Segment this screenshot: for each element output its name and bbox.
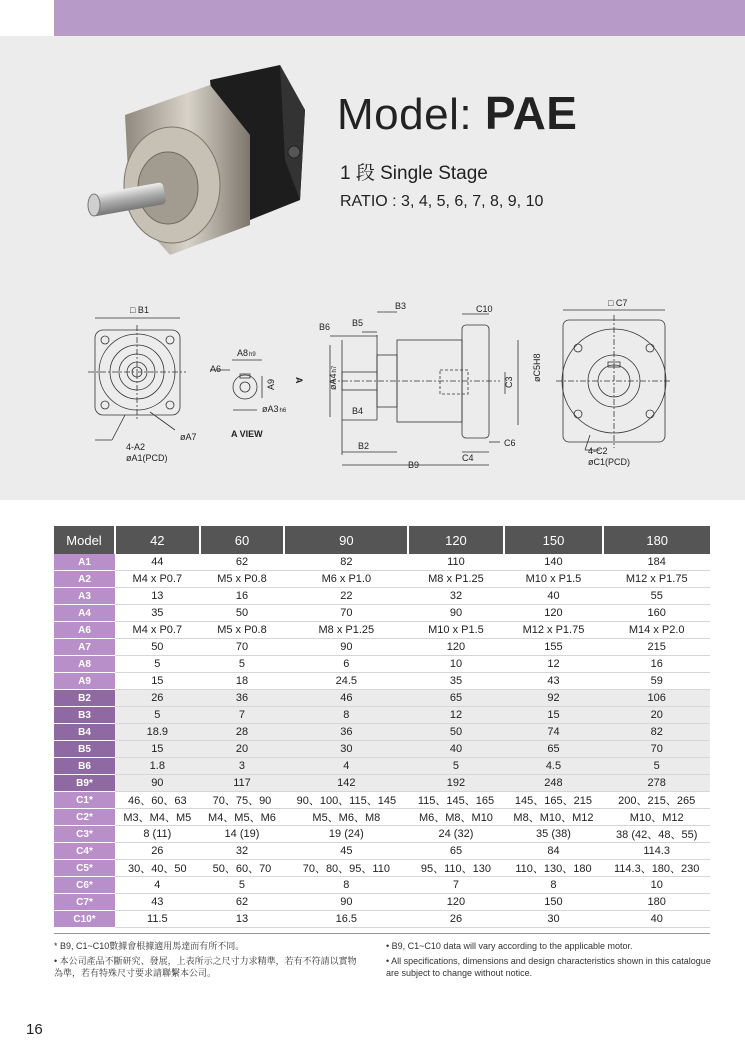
table-row: [54, 877, 710, 894]
svg-text:øA3h6: øA3h6: [262, 404, 287, 414]
table-cell: 1.8: [115, 758, 200, 775]
note-item: • B9, C1~C10 data will vary according to the applicable motor.: [386, 941, 633, 951]
table-cell: 15: [115, 741, 200, 758]
table-cell: 46、60、63: [115, 792, 200, 809]
table-cell: M4 x P0.7: [115, 622, 200, 639]
table-cell: 117: [200, 775, 285, 792]
row-label: C3*: [54, 826, 115, 843]
row-label: B9*: [54, 775, 115, 792]
svg-text:B2: B2: [358, 441, 370, 451]
header-model-120: 120: [408, 526, 503, 554]
notes-english: [386, 940, 716, 982]
svg-text:B5: B5: [352, 318, 364, 328]
table-cell: 45: [284, 843, 408, 860]
table-cell: M4、M5、M6: [200, 809, 285, 826]
row-label: A8: [54, 656, 115, 673]
table-cell: 62: [200, 554, 285, 571]
table-cell: 12: [408, 707, 503, 724]
table-cell: 82: [603, 724, 710, 741]
row-label: C2*: [54, 809, 115, 826]
svg-text:A8h9: A8h9: [237, 348, 256, 358]
table-cell: 19 (24): [284, 826, 408, 843]
table-cell: 14 (19): [200, 826, 285, 843]
notes-chinese: [54, 940, 364, 982]
table-cell: 20: [603, 707, 710, 724]
row-label: B3: [54, 707, 115, 724]
table-cell: 50、60、70: [200, 860, 285, 877]
table-cell: 7: [408, 877, 503, 894]
row-label: C5*: [54, 860, 115, 877]
model-title: Model: PAE: [337, 87, 578, 139]
row-label: A7: [54, 639, 115, 656]
table-row: [54, 758, 710, 775]
svg-text:C3: C3: [504, 376, 514, 388]
table-cell: 5: [200, 656, 285, 673]
ratio-label: RATIO : 3, 4, 5, 6, 7, 8, 9, 10: [340, 193, 544, 210]
row-label: B6: [54, 758, 115, 775]
svg-text:B9: B9: [408, 460, 420, 470]
table-cell: 13: [200, 911, 285, 928]
page-number: 16: [26, 1021, 43, 1038]
note-item: • 本公司產品不斷研究、發展，上表所示之尺寸力求精準，若有不符請以實物為準，若有特殊尺寸要求請聯繫本公司。: [54, 956, 357, 978]
table-row: [54, 605, 710, 622]
header-model: Model: [54, 526, 115, 554]
gearbox-product-image: [80, 60, 320, 260]
svg-text:B3: B3: [395, 301, 407, 311]
table-cell: 46: [284, 690, 408, 707]
table-cell: 65: [504, 741, 604, 758]
table-cell: 50: [200, 605, 285, 622]
top-color-bar: [54, 0, 745, 36]
table-cell: M5、M6、M8: [284, 809, 408, 826]
table-cell: 32: [408, 588, 503, 605]
table-cell: 90: [408, 605, 503, 622]
svg-text:C10: C10: [476, 304, 493, 314]
row-label: A2: [54, 571, 115, 588]
dimension-drawing: [0, 290, 745, 485]
table-cell: 40: [504, 588, 604, 605]
table-cell: M4 x P0.7: [115, 571, 200, 588]
table-cell: 120: [504, 605, 604, 622]
table-cell: 50: [115, 639, 200, 656]
table-cell: 150: [504, 894, 604, 911]
table-cell: 184: [603, 554, 710, 571]
table-cell: 30: [284, 741, 408, 758]
table-row: [54, 911, 710, 928]
table-row: [54, 741, 710, 758]
table-cell: 65: [408, 690, 503, 707]
table-cell: 15: [504, 707, 604, 724]
table-cell: 5: [408, 758, 503, 775]
header-model-42: 42: [115, 526, 200, 554]
note-item: • All specifications, dimensions and design characteristics shown in this catalogue are subject to change without notice.: [386, 956, 711, 978]
row-label: C6*: [54, 877, 115, 894]
table-cell: 5: [200, 877, 285, 894]
table-row: [54, 554, 710, 571]
notes-divider: [54, 933, 710, 934]
table-cell: 7: [200, 707, 285, 724]
table-row: [54, 707, 710, 724]
table-cell: 4: [284, 758, 408, 775]
table-cell: 16: [603, 656, 710, 673]
svg-text:4-C2: 4-C2: [588, 446, 608, 456]
table-cell: 30: [504, 911, 604, 928]
table-cell: 40: [603, 911, 710, 928]
table-cell: 8: [504, 877, 604, 894]
svg-text:4-A2: 4-A2: [126, 442, 146, 452]
table-cell: 114.3: [603, 843, 710, 860]
table-cell: 18.9: [115, 724, 200, 741]
table-cell: 62: [200, 894, 285, 911]
row-label: B2: [54, 690, 115, 707]
table-row: [54, 690, 710, 707]
header-model-180: 180: [603, 526, 710, 554]
table-cell: 16.5: [284, 911, 408, 928]
table-cell: M8、M10、M12: [504, 809, 604, 826]
table-cell: 5: [115, 656, 200, 673]
table-cell: 8 (11): [115, 826, 200, 843]
table-cell: 38 (42、48、55): [603, 826, 710, 843]
table-cell: M6、M8、M10: [408, 809, 503, 826]
table-cell: 120: [408, 639, 503, 656]
table-cell: 26: [408, 911, 503, 928]
table-cell: M14 x P2.0: [603, 622, 710, 639]
table-cell: 90: [115, 775, 200, 792]
table-cell: 8: [284, 877, 408, 894]
row-label: B5: [54, 741, 115, 758]
header-model-150: 150: [504, 526, 604, 554]
table-row: [54, 809, 710, 826]
table-cell: 10: [603, 877, 710, 894]
table-cell: 248: [504, 775, 604, 792]
table-cell: 160: [603, 605, 710, 622]
table-row: [54, 622, 710, 639]
table-row: [54, 860, 710, 877]
svg-text:A9: A9: [266, 378, 276, 390]
svg-text:B4: B4: [352, 406, 364, 416]
svg-text:A: A: [294, 377, 304, 384]
table-cell: 74: [504, 724, 604, 741]
row-label: B4: [54, 724, 115, 741]
row-label: C7*: [54, 894, 115, 911]
table-cell: 55: [603, 588, 710, 605]
table-cell: 142: [284, 775, 408, 792]
svg-text:øC5H8: øC5H8: [532, 353, 542, 382]
table-cell: 145、165、215: [504, 792, 604, 809]
row-label: C10*: [54, 911, 115, 928]
table-cell: 84: [504, 843, 604, 860]
table-cell: 30、40、50: [115, 860, 200, 877]
table-cell: 65: [408, 843, 503, 860]
table-cell: 115、145、165: [408, 792, 503, 809]
table-cell: 36: [200, 690, 285, 707]
table-cell: 26: [115, 690, 200, 707]
table-cell: 5: [603, 758, 710, 775]
table-cell: 4: [115, 877, 200, 894]
table-cell: 28: [200, 724, 285, 741]
table-cell: 215: [603, 639, 710, 656]
table-cell: 82: [284, 554, 408, 571]
table-cell: 90、100、115、145: [284, 792, 408, 809]
table-cell: M3、M4、M5: [115, 809, 200, 826]
table-header-row: [54, 526, 710, 554]
table-cell: 35 (38): [504, 826, 604, 843]
row-label: A3: [54, 588, 115, 605]
table-cell: 90: [284, 894, 408, 911]
svg-text:øA4h7: øA4h7: [328, 365, 338, 390]
table-cell: M10、M12: [603, 809, 710, 826]
table-cell: M12 x P1.75: [603, 571, 710, 588]
table-cell: M8 x P1.25: [408, 571, 503, 588]
table-cell: 70、75、90: [200, 792, 285, 809]
svg-text:□ B1: □ B1: [130, 305, 149, 315]
table-cell: 13: [115, 588, 200, 605]
svg-text:A6: A6: [210, 364, 222, 374]
table-cell: 95、110、130: [408, 860, 503, 877]
note-item: * B9, C1~C10數據會根據適用馬達而有所不同。: [54, 941, 245, 951]
table-row: [54, 826, 710, 843]
row-label: A9: [54, 673, 115, 690]
table-row: [54, 571, 710, 588]
table-row: [54, 843, 710, 860]
table-cell: M10 x P1.5: [504, 571, 604, 588]
table-cell: 3: [200, 758, 285, 775]
row-label: C4*: [54, 843, 115, 860]
table-cell: 278: [603, 775, 710, 792]
table-cell: 32: [200, 843, 285, 860]
table-cell: 114.3、180、230: [603, 860, 710, 877]
table-cell: 200、215、265: [603, 792, 710, 809]
table-cell: 43: [504, 673, 604, 690]
svg-text:B6: B6: [319, 322, 331, 332]
table-cell: M5 x P0.8: [200, 622, 285, 639]
table-cell: 110、130、180: [504, 860, 604, 877]
table-cell: 40: [408, 741, 503, 758]
table-cell: 70: [200, 639, 285, 656]
table-cell: 24 (32): [408, 826, 503, 843]
header-model-60: 60: [200, 526, 285, 554]
table-cell: 12: [504, 656, 604, 673]
table-row: [54, 724, 710, 741]
table-cell: M8 x P1.25: [284, 622, 408, 639]
table-cell: 16: [200, 588, 285, 605]
table-cell: 35: [408, 673, 503, 690]
svg-text:□ C7: □ C7: [608, 298, 628, 308]
table-cell: 106: [603, 690, 710, 707]
table-cell: 10: [408, 656, 503, 673]
table-cell: 110: [408, 554, 503, 571]
specification-table: [54, 526, 710, 928]
row-label: C1*: [54, 792, 115, 809]
table-cell: 70、80、95、110: [284, 860, 408, 877]
table-cell: 18: [200, 673, 285, 690]
table-cell: 59: [603, 673, 710, 690]
row-label: A1: [54, 554, 115, 571]
table-row: [54, 775, 710, 792]
svg-text:A VIEW: A VIEW: [231, 429, 263, 439]
table-row: [54, 673, 710, 690]
table-cell: M10 x P1.5: [408, 622, 503, 639]
table-cell: 22: [284, 588, 408, 605]
table-cell: 70: [284, 605, 408, 622]
row-label: A4: [54, 605, 115, 622]
table-cell: 155: [504, 639, 604, 656]
table-cell: M12 x P1.75: [504, 622, 604, 639]
table-cell: M6 x P1.0: [284, 571, 408, 588]
table-cell: 44: [115, 554, 200, 571]
table-row: [54, 656, 710, 673]
table-cell: 15: [115, 673, 200, 690]
table-cell: 11.5: [115, 911, 200, 928]
table-cell: 24.5: [284, 673, 408, 690]
table-row: [54, 588, 710, 605]
svg-text:øA7: øA7: [180, 432, 197, 442]
table-row: [54, 894, 710, 911]
table-cell: 192: [408, 775, 503, 792]
svg-text:øC1(PCD): øC1(PCD): [588, 457, 630, 467]
table-cell: 6: [284, 656, 408, 673]
table-cell: 50: [408, 724, 503, 741]
table-cell: 8: [284, 707, 408, 724]
table-cell: 4.5: [504, 758, 604, 775]
table-cell: 43: [115, 894, 200, 911]
table-cell: 5: [115, 707, 200, 724]
header-model-90: 90: [284, 526, 408, 554]
table-cell: 180: [603, 894, 710, 911]
svg-text:øA1(PCD): øA1(PCD): [126, 453, 168, 463]
table-row: [54, 792, 710, 809]
table-cell: 140: [504, 554, 604, 571]
table-cell: 35: [115, 605, 200, 622]
table-cell: 120: [408, 894, 503, 911]
table-cell: 20: [200, 741, 285, 758]
table-cell: 90: [284, 639, 408, 656]
table-cell: 70: [603, 741, 710, 758]
table-cell: M5 x P0.8: [200, 571, 285, 588]
table-row: [54, 639, 710, 656]
stage-label: 1 段 Single Stage: [340, 163, 488, 184]
table-cell: 92: [504, 690, 604, 707]
table-cell: 26: [115, 843, 200, 860]
svg-text:C6: C6: [504, 438, 516, 448]
row-label: A6: [54, 622, 115, 639]
svg-text:C4: C4: [462, 453, 474, 463]
table-cell: 36: [284, 724, 408, 741]
